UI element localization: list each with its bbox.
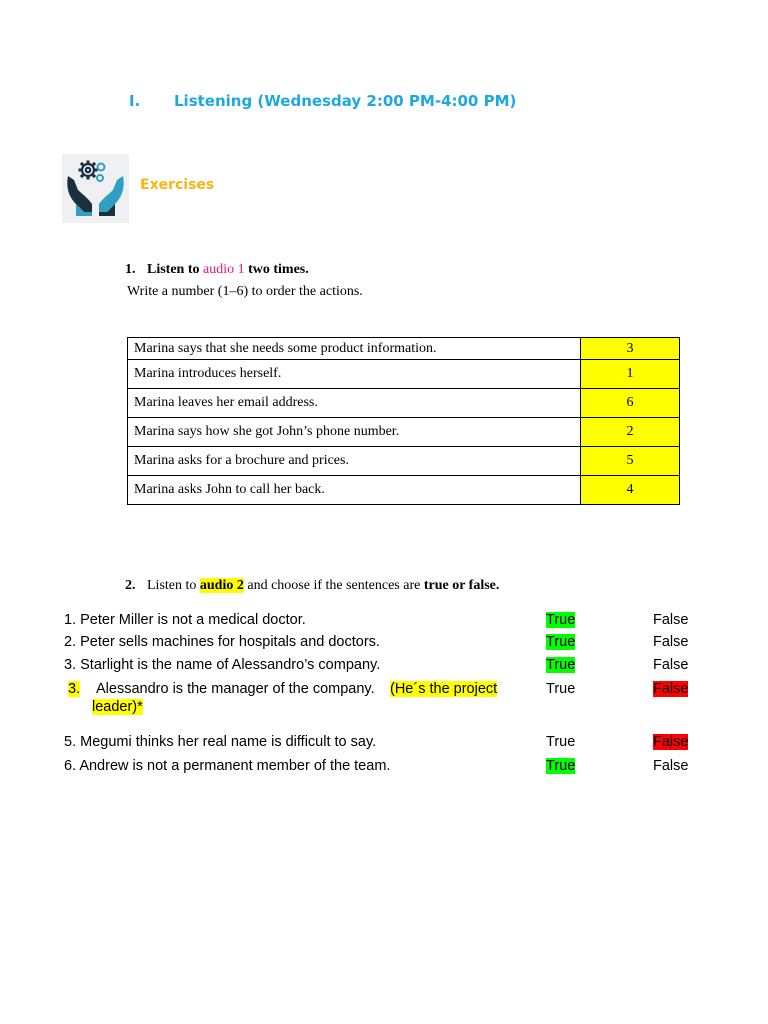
section-heading: [129, 92, 516, 110]
true-option[interactable]: True: [546, 734, 576, 750]
statement-4-note: (He´s the project: [390, 681, 498, 697]
order-answer[interactable]: 4: [581, 476, 680, 505]
exercise-2-prefix: Listen to: [147, 578, 200, 593]
false-option[interactable]: False: [653, 634, 689, 650]
action-text: Marina asks John to call her back.: [128, 476, 581, 505]
statement-1: 1. Peter Miller is not a medical doctor.: [64, 612, 306, 628]
exercise-2-title: [125, 578, 499, 594]
table-row: [128, 447, 680, 476]
order-answer[interactable]: 5: [581, 447, 680, 476]
action-text: Marina asks for a brochure and prices.: [128, 447, 581, 476]
exercise-1-prefix: Listen to: [147, 262, 203, 277]
table-row: [128, 338, 680, 360]
table-row: [128, 389, 680, 418]
true-option[interactable]: True: [546, 634, 576, 650]
order-answer[interactable]: 3: [581, 338, 680, 360]
order-answer[interactable]: 2: [581, 418, 680, 447]
audio-1-link: audio 1: [203, 262, 245, 277]
false-option[interactable]: False: [653, 681, 689, 697]
false-option[interactable]: False: [653, 758, 689, 774]
false-option[interactable]: False: [653, 734, 689, 750]
action-text: Marina introduces herself.: [128, 360, 581, 389]
exercise-2-middle: and choose if the sentences are: [243, 578, 424, 593]
statement-3: 3. Starlight is the name of Alessandro’s company.: [64, 657, 381, 673]
statement-2: 2. Peter sells machines for hospitals and doctors.: [64, 634, 380, 650]
statement-4-note-cont: leader)*: [92, 699, 143, 715]
table-row: [128, 418, 680, 447]
exercise-1-suffix: two times.: [244, 262, 309, 277]
heading-number: I.: [129, 92, 141, 110]
gears-in-hands-icon: [62, 154, 129, 223]
exercise-1-instruction: Write a number (1–6) to order the actions.: [127, 284, 363, 299]
true-option[interactable]: True: [546, 681, 576, 697]
order-table: [127, 337, 680, 505]
audio-2-link: audio 2: [199, 578, 244, 593]
action-text: Marina says that she needs some product information.: [128, 338, 581, 360]
exercise-2-number: 2.: [125, 578, 136, 593]
statement-4: Alessandro is the manager of the company.: [96, 681, 375, 697]
false-option[interactable]: False: [653, 657, 689, 673]
true-option[interactable]: True: [546, 657, 576, 673]
table-row: [128, 360, 680, 389]
true-option[interactable]: True: [546, 758, 576, 774]
heading-title: Listening (Wednesday 2:00 PM-4:00 PM): [174, 92, 517, 110]
statement-6: 6. Andrew is not a permanent member of the team.: [64, 758, 391, 774]
true-option[interactable]: True: [546, 612, 576, 628]
statement-4-number: 3.: [68, 681, 81, 697]
statement-5: 5. Megumi thinks her real name is difficult to say.: [64, 734, 377, 750]
order-answer[interactable]: 1: [581, 360, 680, 389]
exercise-2-emphasis: true or false.: [423, 578, 500, 593]
action-text: Marina leaves her email address.: [128, 389, 581, 418]
exercise-1-title: [125, 262, 309, 278]
action-text: Marina says how she got John’s phone number.: [128, 418, 581, 447]
order-answer[interactable]: 6: [581, 389, 680, 418]
table-row: [128, 476, 680, 505]
section-label: Exercises: [140, 177, 215, 193]
false-option[interactable]: False: [653, 612, 689, 628]
exercise-1-number: 1.: [125, 262, 136, 277]
